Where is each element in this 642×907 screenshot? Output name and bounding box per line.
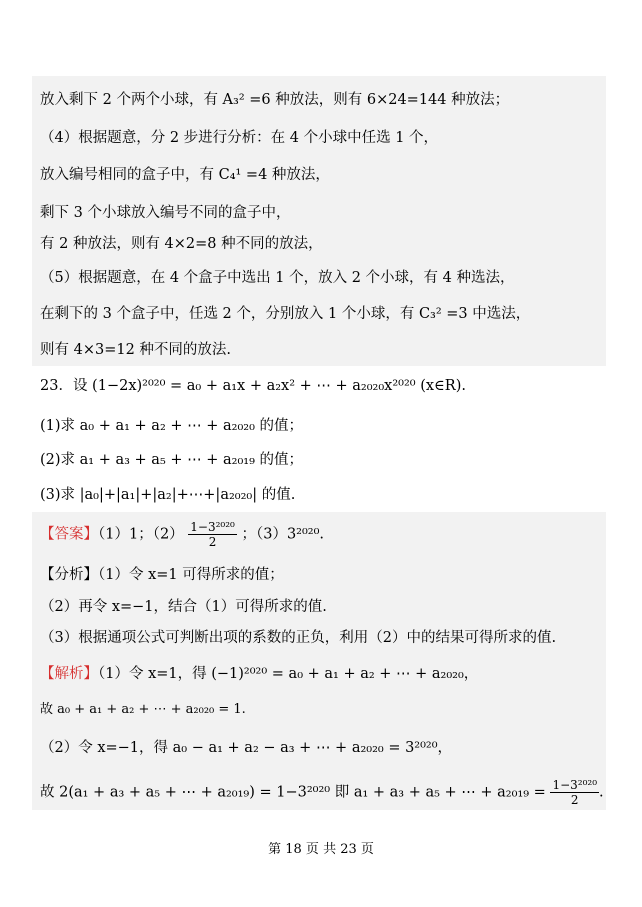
text-line: 有 2 种放法，则有 4×2=8 种不同的放法，	[40, 236, 323, 252]
text-line: 放入剩下 2 个两个小球，有 A₃² =6 种放法，则有 6×24=144 种放法；	[40, 92, 510, 108]
analysis-tag: 【分析】	[40, 567, 98, 583]
text-line: 在剩下的 3 个盒子中，任选 2 个，分别放入 1 个小球，有 C₃² =3 中选法，	[40, 306, 531, 322]
fraction-denominator: 2	[208, 535, 217, 549]
analysis-text: （1）令 x=1 可得所求的值；	[98, 567, 284, 583]
solution-text: （1）令 x=1，得 (−1)²⁰²⁰ = a₀ + a₁ + a₂ + ⋯ + a₂₀₂₀，	[98, 666, 479, 682]
page-number: 第 18 页 共 23 页	[268, 842, 374, 857]
question-2: (2)求 a₁ + a₃ + a₅ + ⋯ + a₂₀₁₉ 的值；	[40, 452, 303, 468]
fraction-denominator: 2	[570, 793, 579, 807]
answer-line	[40, 520, 324, 549]
text-line: 则有 4×3=12 种不同的放法.	[40, 342, 232, 358]
solution-line-3: （2）令 x=−1，得 a₀ − a₁ + a₂ − a₃ + ⋯ + a₂₀₂₀ = 3²⁰²⁰，	[40, 740, 453, 756]
solution-line-4	[40, 778, 604, 807]
fraction-numerator: 1−3²⁰²⁰	[190, 520, 235, 534]
solution-line-4-text: 故 2(a₁ + a₃ + a₅ + ⋯ + a₂₀₁₉) = 1−3²⁰²⁰ 即 a₁ + a₃ + a₅ + ⋯ + a₂₀₁₉ =	[40, 784, 546, 801]
text-line: （5）根据题意，在 4 个盒子中选出 1 个，放入 2 个小球，有 4 种选法，	[40, 270, 515, 286]
solution-line-2: 故 a₀ + a₁ + a₂ + ⋯ + a₂₀₂₀ = 1.	[40, 702, 246, 717]
solution-tag: 【解析】	[40, 666, 98, 682]
solution-block-bottom	[32, 512, 606, 810]
solution-line-4-end: .	[599, 784, 604, 801]
analysis-line-3: （3）根据通项公式可判断出项的系数的正负，利用（2）中的结果可得所求的值.	[40, 630, 557, 646]
answer-fraction	[188, 520, 237, 549]
text-line: （4）根据题意，分 2 步进行分析：在 4 个小球中任选 1 个，	[40, 130, 439, 146]
solution-fraction	[550, 778, 599, 807]
answer-tag: 【答案】	[40, 526, 98, 543]
analysis-line-2: （2）再令 x=−1，结合（1）可得所求的值.	[40, 599, 327, 615]
problem-title: 23．设 (1−2x)²⁰²⁰ = a₀ + a₁x + a₂x² + ⋯ + a₂₀₂₀x²⁰²⁰ (x∈R).	[40, 378, 466, 394]
answer-part1: （1）1；（2）	[98, 526, 184, 543]
question-3: (3)求 |a₀|+|a₁|+|a₂|+⋯+|a₂₀₂₀| 的值.	[40, 487, 296, 503]
answer-part3: ；（3）3²⁰²⁰.	[241, 526, 325, 543]
question-1: (1)求 a₀ + a₁ + a₂ + ⋯ + a₂₀₂₀ 的值；	[40, 418, 303, 434]
text-line: 剩下 3 个小球放入编号不同的盒子中，	[40, 205, 291, 221]
text-line: 放入编号相同的盒子中，有 C₄¹ =4 种放法，	[40, 167, 330, 183]
fraction-numerator: 1−3²⁰²⁰	[552, 778, 598, 792]
solution-line-1	[40, 664, 478, 684]
analysis-line-1	[40, 565, 284, 585]
